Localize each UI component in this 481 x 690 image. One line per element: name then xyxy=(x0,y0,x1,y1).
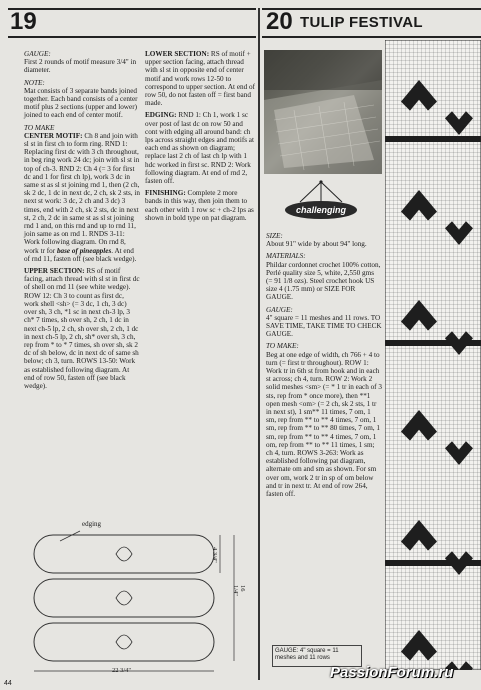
edging-text: RND 1: Ch 1, work 1 sc over post of last dc on row 50 and cont with edging all around band: ch lps across straight edges and motifs at each end as shown on diagram; replace last 2 ch of last ch lp with 1 hdc worked in first sc. RND 2: Work following diagram. At end of rnd 2, fasten off. xyxy=(145,111,254,186)
column-2 xyxy=(145,50,255,226)
center-motif-text: Ch 8 and join with sl st in first ch to form ring. RND 1: Replacing first dc with 3 ch throughout, in beg ring work 24 dc; join with sl st in top of ch-3. RND 2: Ch 4 (= 3 for first dc and 1 for first ch lp), work 3 dc in same st as sl st joining rnd 1, then (2 ch, sk 2 dc, 1 dc in next dc, 2 ch, sk 2 sts, in next st work: 3 dc, 2 ch and 3 dc) 3 times, end with 2 ch, sk 2 sts, dc in next st, 2 ch, 2 dc in same st as sl st joining rnd 1 and, on this rnd and up to rnd 11, join same as on rnd 1. RNDS 3-11: Work following diagram. On rnd 8, work tr for xyxy=(24,131,140,255)
edging-heading: EDGING: xyxy=(145,111,177,120)
photo-shading xyxy=(264,50,382,174)
filet-border-band xyxy=(385,340,481,346)
watermark: PassionForum.ru xyxy=(330,664,454,681)
materials-text: Phildar cordonnet crochet 100% cotton, Perlé quality size 5, white, 2,550 gms (= 91 1/8 ozs). Steel crochet hook US size 4 (1.75 mm) or SIZE FOR GAUGE. xyxy=(266,260,381,302)
to-make-heading: TO MAKE xyxy=(24,123,55,132)
to-make-text-20: Beg at one edge of width, ch 766 + 4 to turn (= first tr throughout). ROW 1: Work tr in 6th st from hook and in each st across; ch 4, turn. ROW 2: Work 2 solid meshes <sm> (= * 1 tr in each of 3 sts, rep from * once more), then **1 open mesh <om> (= 2 ch, sk 2 sts, 1 tr in next st), 1 sm** 11 times, 7 om, 1 sm, rep from ** to ** 4 times, 7 om, 1 sm, rep from ** to ** 80 times, 7 om, 1 sm, rep from ** to ** 4 times, 7 om, 1 om, rep from ** to ** 11 times, 1 sm; ch 4, turn. ROWS 3-263: Work as established following pat diagram, alternate om and sm as shown. For sm over om, work 2 tr in sp of om below and tr in next tr. At end of row 264, fasten off. xyxy=(266,350,382,499)
header-right xyxy=(262,8,481,38)
finishing-heading: FINISHING: xyxy=(145,189,186,198)
pattern-title: TULIP FESTIVAL xyxy=(300,14,423,31)
size-text: About 91" wide by about 94" long. xyxy=(266,240,367,249)
upper-section-text: RS of motif facing, attach thread with sl st in first dc of shell on rnd 11 (see white wedge). ROW 12: Ch 3 to count as first dc, work shell <sh> (= 3 dc, 1 ch, 3 dc) over sh, 3 ch, *1 sc in next ch-3 lp, 3 ch* 7 times, sh over sh, 2 ch, 1 dc in next ch-5 lp, 2 ch, sh over sh, 2 ch, 1 dc in next ch-5 lp, 2 ch, sh* over sh, 3 ch, rep from * to * 7 times, sh over sh, sk 2 dc of sh below, dc in next dc of same sh below; ch 3, turn. ROWS 13-50: Work as established following diagram. At end of row 50, fasten off (see black wedge). xyxy=(24,267,140,390)
column-3 xyxy=(266,232,382,502)
header-left xyxy=(8,8,256,38)
size-heading: SIZE: xyxy=(266,232,283,240)
note-heading: NOTE: xyxy=(24,78,45,87)
gauge-text: First 2 rounds of motif measure 3/4" in diameter. xyxy=(24,58,137,75)
column-1 xyxy=(24,50,140,394)
center-motif-heading: CENTER MOTIF: xyxy=(24,131,83,140)
gauge-heading-20: GAUGE: xyxy=(266,305,293,314)
pattern-number-19: 19 xyxy=(10,8,37,35)
filet-grid xyxy=(385,40,481,670)
gauge-heading: GAUGE: xyxy=(24,50,51,58)
center-motif-italic: base of pineapples xyxy=(56,246,112,255)
lower-section-text: RS of motif + upper section facing, attach thread with sl st in opposite end of center motif and work rows 12-50 to correspond to upper section. At end of row 50, do not fasten off = first band made. xyxy=(145,50,255,108)
column-divider xyxy=(258,8,260,680)
bedspread-photo xyxy=(264,50,382,174)
filet-border-band xyxy=(385,560,481,566)
mat-diagram xyxy=(20,517,252,679)
page-number: 44 xyxy=(4,680,12,687)
total-height-label: 16 1/4" xyxy=(232,585,246,596)
lower-section-heading: LOWER SECTION: xyxy=(145,50,210,58)
gauge-text-20: 4" square = 11 meshes and 11 rows. TO SAVE TIME, TAKE TIME TO CHECK GAUGE. xyxy=(266,313,382,339)
band-height-label: 4 3/4" xyxy=(211,547,218,563)
total-width-label: 22 3/4" xyxy=(112,667,132,674)
difficulty-badge xyxy=(278,180,364,224)
upper-section-heading: UPPER SECTION: xyxy=(24,267,85,276)
center-motif-text-2: . At end of rnd 11, fasten off (see black wedge). xyxy=(24,246,137,263)
edging-label: edging xyxy=(82,520,102,528)
mat-bands-drawing xyxy=(20,517,252,679)
badge-label: challenging xyxy=(295,205,346,215)
hanger-icon xyxy=(278,180,364,224)
gauge-box-text: GAUGE: 4" square = 11 meshes and 11 rows xyxy=(275,648,339,661)
note-text: Mat consists of 3 separate bands joined together. Each band consists of a center motif plus 2 sections (upper and lower) joined to each end of center motif. xyxy=(24,86,138,120)
pattern-number-20: 20 xyxy=(266,8,293,35)
filet-border-band xyxy=(385,136,481,142)
to-make-heading-20: TO MAKE: xyxy=(266,342,299,351)
filet-pattern-chart xyxy=(385,40,481,670)
materials-heading: MATERIALS: xyxy=(266,252,306,261)
finishing-text: Complete 2 more bands in this way, then join them to each other with 1 row sc + ch-2 lps as shown in bold type on pat diagram. xyxy=(145,189,254,222)
